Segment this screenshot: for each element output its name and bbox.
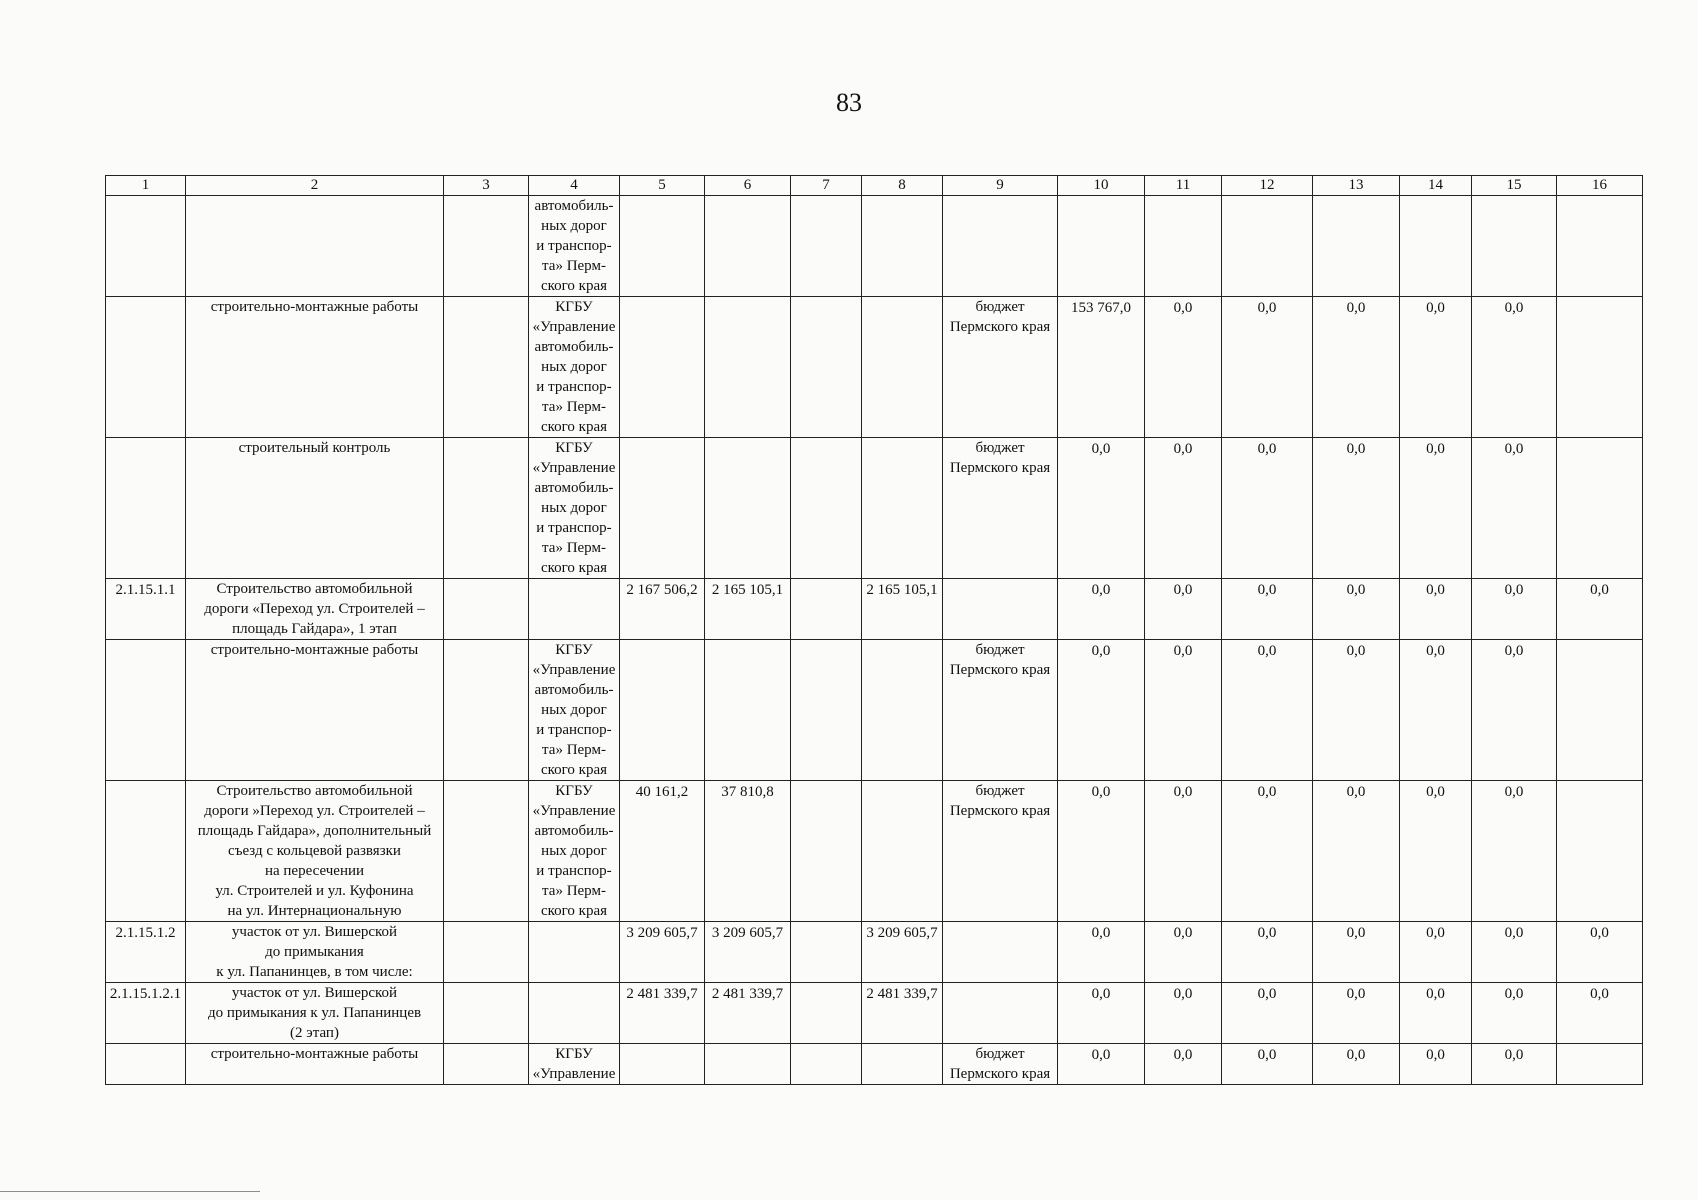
table-cell-col-1: 2.1.15.1.2	[106, 922, 186, 983]
table-cell-col-7	[791, 922, 862, 983]
header-cell: 15	[1472, 176, 1557, 196]
table-cell-col-11: 0,0	[1145, 983, 1222, 1044]
table-cell-col-4: КГБУ «Управление автомобиль- ных дорог и транспор- та» Перм- ского края	[529, 297, 620, 438]
scan-edge-mark	[0, 1191, 260, 1200]
table-cell-col-11: 0,0	[1145, 579, 1222, 640]
table-cell-col-15: 0,0	[1472, 297, 1557, 438]
table-cell-col-16	[1557, 640, 1643, 781]
table-cell-col-15: 0,0	[1472, 983, 1557, 1044]
table-cell-col-6: 2 165 105,1	[705, 579, 791, 640]
table-cell-col-7	[791, 579, 862, 640]
header-cell: 3	[444, 176, 529, 196]
table-cell-col-6	[705, 297, 791, 438]
table-cell-col-5: 3 209 605,7	[620, 922, 705, 983]
table-cell-col-16	[1557, 781, 1643, 922]
table-cell-col-2: Строительство автомобильной дороги «Переход ул. Строителей – площадь Гайдара», 1 этап	[186, 579, 444, 640]
table-cell-col-3	[444, 1044, 529, 1085]
header-cell: 12	[1222, 176, 1313, 196]
table-row	[106, 922, 1643, 983]
table-cell-col-9: бюджет Пермского края	[943, 640, 1058, 781]
table-cell-col-4	[529, 922, 620, 983]
table-cell-col-16	[1557, 1044, 1643, 1085]
table-cell-col-1	[106, 297, 186, 438]
table-cell-col-9	[943, 983, 1058, 1044]
table-cell-col-14: 0,0	[1400, 640, 1472, 781]
table-cell-col-15: 0,0	[1472, 922, 1557, 983]
header-cell: 5	[620, 176, 705, 196]
table-cell-col-8	[862, 438, 943, 579]
table-cell-col-7	[791, 1044, 862, 1085]
table-cell-col-8	[862, 640, 943, 781]
table-cell-col-8: 2 165 105,1	[862, 579, 943, 640]
table-cell-col-6: 3 209 605,7	[705, 922, 791, 983]
table-row	[106, 196, 1643, 297]
table-cell-col-13: 0,0	[1313, 1044, 1400, 1085]
table-cell-col-15: 0,0	[1472, 579, 1557, 640]
header-cell: 16	[1557, 176, 1643, 196]
header-cell: 9	[943, 176, 1058, 196]
table-cell-col-8: 3 209 605,7	[862, 922, 943, 983]
table-cell-col-10: 0,0	[1058, 781, 1145, 922]
table-cell-col-4: КГБУ «Управление	[529, 1044, 620, 1085]
table-cell-col-10	[1058, 196, 1145, 297]
table-cell-col-12: 0,0	[1222, 983, 1313, 1044]
table-cell-col-1	[106, 781, 186, 922]
table-cell-col-4	[529, 983, 620, 1044]
table-cell-col-1	[106, 196, 186, 297]
header-row	[106, 176, 1643, 196]
table-cell-col-4: КГБУ «Управление автомобиль- ных дорог и транспор- та» Перм- ского края	[529, 438, 620, 579]
table-cell-col-1	[106, 640, 186, 781]
table-cell-col-8	[862, 1044, 943, 1085]
table-cell-col-12: 0,0	[1222, 297, 1313, 438]
table-cell-col-9	[943, 922, 1058, 983]
table-cell-col-7	[791, 983, 862, 1044]
table-cell-col-16	[1557, 438, 1643, 579]
table-cell-col-13	[1313, 196, 1400, 297]
table-cell-col-11: 0,0	[1145, 922, 1222, 983]
table-cell-col-13: 0,0	[1313, 579, 1400, 640]
table-cell-col-11: 0,0	[1145, 297, 1222, 438]
table-cell-col-8: 2 481 339,7	[862, 983, 943, 1044]
table-cell-col-12	[1222, 196, 1313, 297]
table-cell-col-9: бюджет Пермского края	[943, 1044, 1058, 1085]
table-cell-col-10: 0,0	[1058, 438, 1145, 579]
table-cell-col-4: КГБУ «Управление автомобиль- ных дорог и транспор- та» Перм- ского края	[529, 640, 620, 781]
table-cell-col-2: строительно-монтажные работы	[186, 1044, 444, 1085]
table-cell-col-5: 2 481 339,7	[620, 983, 705, 1044]
table-cell-col-14: 0,0	[1400, 922, 1472, 983]
table-cell-col-2: участок от ул. Вишерской до примыкания к ул. Папанинцев (2 этап)	[186, 983, 444, 1044]
table-cell-col-8	[862, 297, 943, 438]
table-cell-col-7	[791, 438, 862, 579]
table-cell-col-10: 0,0	[1058, 1044, 1145, 1085]
table-cell-col-2: строительно-монтажные работы	[186, 640, 444, 781]
table-cell-col-9: бюджет Пермского края	[943, 781, 1058, 922]
table-cell-col-15: 0,0	[1472, 640, 1557, 781]
table-cell-col-9	[943, 579, 1058, 640]
table-cell-col-16	[1557, 196, 1643, 297]
table-row	[106, 438, 1643, 579]
table-cell-col-2: Строительство автомобильной дороги »Переход ул. Строителей – площадь Гайдара», дополнительный съезд с кольцевой развязки на пересечении ул. Строителей и ул. Куфонина на ул. Интернациональную	[186, 781, 444, 922]
table-cell-col-13: 0,0	[1313, 781, 1400, 922]
table-cell-col-13: 0,0	[1313, 983, 1400, 1044]
table-cell-col-10: 153 767,0	[1058, 297, 1145, 438]
header-cell: 6	[705, 176, 791, 196]
table-cell-col-12: 0,0	[1222, 640, 1313, 781]
table-cell-col-3	[444, 438, 529, 579]
table-cell-col-3	[444, 781, 529, 922]
table-cell-col-3	[444, 640, 529, 781]
table-cell-col-3	[444, 983, 529, 1044]
table-cell-col-7	[791, 640, 862, 781]
table-cell-col-9: бюджет Пермского края	[943, 438, 1058, 579]
table-cell-col-11: 0,0	[1145, 640, 1222, 781]
page-number: 83	[836, 88, 862, 117]
table-cell-col-3	[444, 579, 529, 640]
table-cell-col-3	[444, 922, 529, 983]
table-cell-col-3	[444, 297, 529, 438]
table-cell-col-16: 0,0	[1557, 922, 1643, 983]
table-cell-col-14: 0,0	[1400, 579, 1472, 640]
table-cell-col-10: 0,0	[1058, 640, 1145, 781]
table-cell-col-12: 0,0	[1222, 922, 1313, 983]
table-cell-col-14: 0,0	[1400, 983, 1472, 1044]
table-cell-col-10: 0,0	[1058, 983, 1145, 1044]
table-cell-col-11: 0,0	[1145, 1044, 1222, 1085]
table-cell-col-13: 0,0	[1313, 922, 1400, 983]
table-cell-col-12: 0,0	[1222, 1044, 1313, 1085]
header-cell: 13	[1313, 176, 1400, 196]
table-cell-col-5	[620, 196, 705, 297]
table-cell-col-6: 2 481 339,7	[705, 983, 791, 1044]
table-row	[106, 579, 1643, 640]
table-cell-col-2: строительный контроль	[186, 438, 444, 579]
table-cell-col-13: 0,0	[1313, 640, 1400, 781]
table-cell-col-6	[705, 438, 791, 579]
table-cell-col-14: 0,0	[1400, 438, 1472, 579]
table-cell-col-4: автомобиль- ных дорог и транспор- та» Перм- ского края	[529, 196, 620, 297]
table-cell-col-4	[529, 579, 620, 640]
table-cell-col-1: 2.1.15.1.2.1	[106, 983, 186, 1044]
table-cell-col-14: 0,0	[1400, 1044, 1472, 1085]
header-cell: 2	[186, 176, 444, 196]
table-row	[106, 297, 1643, 438]
table-cell-col-7	[791, 297, 862, 438]
table-cell-col-12: 0,0	[1222, 438, 1313, 579]
table-cell-col-5: 40 161,2	[620, 781, 705, 922]
header-cell: 4	[529, 176, 620, 196]
table-cell-col-1	[106, 1044, 186, 1085]
table-cell-col-7	[791, 781, 862, 922]
table-cell-col-9	[943, 196, 1058, 297]
table-cell-col-12: 0,0	[1222, 579, 1313, 640]
table-row	[106, 640, 1643, 781]
table-cell-col-9: бюджет Пермского края	[943, 297, 1058, 438]
table-cell-col-10: 0,0	[1058, 922, 1145, 983]
table-cell-col-14	[1400, 196, 1472, 297]
table-cell-col-11: 0,0	[1145, 781, 1222, 922]
table-cell-col-2: участок от ул. Вишерской до примыкания к ул. Папанинцев, в том числе:	[186, 922, 444, 983]
table-cell-col-11: 0,0	[1145, 438, 1222, 579]
table-cell-col-14: 0,0	[1400, 781, 1472, 922]
table-cell-col-3	[444, 196, 529, 297]
table-cell-col-12: 0,0	[1222, 781, 1313, 922]
table-row	[106, 1044, 1643, 1085]
table-row	[106, 983, 1643, 1044]
table-cell-col-5	[620, 640, 705, 781]
table-cell-col-15	[1472, 196, 1557, 297]
table-cell-col-15: 0,0	[1472, 438, 1557, 579]
table-cell-col-4: КГБУ «Управление автомобиль- ных дорог и транспор- та» Перм- ского края	[529, 781, 620, 922]
header-cell: 11	[1145, 176, 1222, 196]
header-cell: 1	[106, 176, 186, 196]
budget-table	[105, 175, 1643, 1085]
table-cell-col-1: 2.1.15.1.1	[106, 579, 186, 640]
table-cell-col-13: 0,0	[1313, 438, 1400, 579]
table-cell-col-2	[186, 196, 444, 297]
table-cell-col-8	[862, 781, 943, 922]
table-cell-col-16: 0,0	[1557, 983, 1643, 1044]
table-cell-col-10: 0,0	[1058, 579, 1145, 640]
header-cell: 8	[862, 176, 943, 196]
header-cell: 10	[1058, 176, 1145, 196]
table-cell-col-13: 0,0	[1313, 297, 1400, 438]
header-cell: 14	[1400, 176, 1472, 196]
table-cell-col-2: строительно-монтажные работы	[186, 297, 444, 438]
table-cell-col-15: 0,0	[1472, 781, 1557, 922]
table-cell-col-7	[791, 196, 862, 297]
table-cell-col-6	[705, 1044, 791, 1085]
table-cell-col-6: 37 810,8	[705, 781, 791, 922]
header-cell: 7	[791, 176, 862, 196]
table-cell-col-5	[620, 438, 705, 579]
table-cell-col-15: 0,0	[1472, 1044, 1557, 1085]
table-row	[106, 781, 1643, 922]
table-cell-col-1	[106, 438, 186, 579]
table-cell-col-8	[862, 196, 943, 297]
table-cell-col-11	[1145, 196, 1222, 297]
table-cell-col-16: 0,0	[1557, 579, 1643, 640]
table-cell-col-14: 0,0	[1400, 297, 1472, 438]
table-cell-col-16	[1557, 297, 1643, 438]
table-cell-col-5	[620, 1044, 705, 1085]
table-cell-col-6	[705, 196, 791, 297]
table-cell-col-6	[705, 640, 791, 781]
table-cell-col-5	[620, 297, 705, 438]
table-cell-col-5: 2 167 506,2	[620, 579, 705, 640]
